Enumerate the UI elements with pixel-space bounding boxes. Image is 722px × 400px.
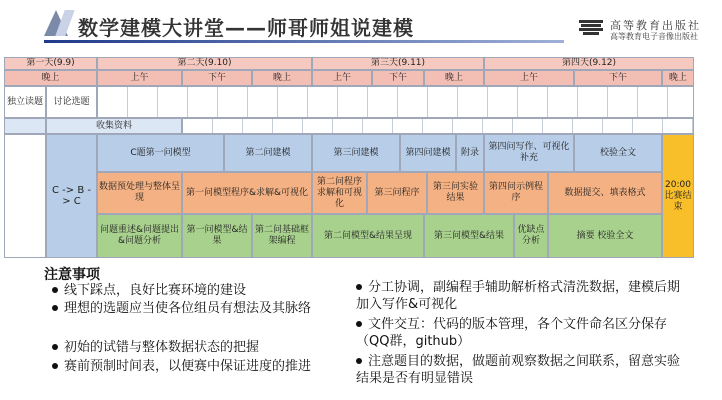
period-d3-ev: 晚上	[424, 70, 484, 86]
task-model2: 第二问建模	[224, 134, 312, 172]
period-d2-am: 上午	[97, 70, 182, 86]
empty-cell	[4, 118, 46, 134]
day-header-3: 第三天(9.11)	[312, 57, 484, 70]
task-m3-prog: 第三问程序	[367, 172, 427, 214]
note-right-1: 分工协调，副编程手辅助解析格式清洗数据，建模后期加入写作&可视化	[356, 280, 681, 312]
note-left-2: 理想的选题应当使各位组员有想法及其脉络	[52, 300, 352, 317]
task-check-full: 校验全文	[574, 134, 662, 172]
task-restate: 问题重述&问题提出&问题分析	[97, 214, 182, 258]
task-model4: 第四问建模	[400, 134, 456, 172]
empty-grid-row-1	[97, 86, 694, 118]
task-m3-exp: 第三问实验结果	[427, 172, 484, 214]
notes-title: 注意事项	[44, 267, 100, 283]
task-appendix: 附录	[456, 134, 484, 172]
task-model3: 第三问建模	[312, 134, 400, 172]
task-pros-cons: 优缺点分析	[514, 214, 548, 258]
period-d4-ev: 晚上	[662, 70, 694, 86]
publisher-name: 高等教育出版社	[610, 19, 701, 32]
publisher-subname: 高等教育电子音像出版社	[610, 32, 698, 41]
task-write4: 第四问写作、可视化补充	[484, 134, 574, 172]
task-collect-data: 收集资料	[46, 118, 182, 134]
note-right-3: 注意题目的数据，做题前观察数据之间联系，留意实验结果是否有明显错误	[356, 354, 681, 386]
note-left-1: 线下踩点，良好比赛环境的建设	[52, 282, 352, 299]
notes-section	[0, 262, 722, 400]
note-left-3: 初始的试错与整体数据状态的把握	[52, 339, 352, 356]
task-m3-result: 第三问模型&结果	[424, 214, 514, 258]
note-left-4: 赛前预制时间表，以便赛中保证进度的推进	[52, 358, 352, 375]
task-m4-example: 第四问示例程序	[484, 172, 548, 214]
bullet-icon	[52, 305, 58, 311]
task-submit: 数据提交、填表格式	[548, 172, 662, 214]
bullet-icon	[356, 358, 362, 364]
problem-order: C -> B -> C	[46, 134, 97, 258]
period-d2-pm: 下午	[182, 70, 252, 86]
bullet-icon	[52, 344, 58, 350]
task-c-model1: C题第一问模型	[97, 134, 224, 172]
competition-end: 20:00比赛结束	[662, 134, 694, 258]
task-abstract: 摘要 校验全文	[548, 214, 662, 258]
note-right-2: 文件交互：代码的版本管理，各个文件命名区分保存（QQ群，github）	[356, 317, 668, 349]
day-header-4: 第四天(9.12)	[484, 57, 694, 70]
period-d3-pm: 下午	[372, 70, 424, 86]
period-d3-am: 上午	[312, 70, 372, 86]
bullet-icon	[356, 321, 362, 327]
task-m2-prog: 第二问程序求解和可视化	[312, 172, 367, 214]
task-m1-solve: 第一问模型程序&求解&可视化	[182, 172, 312, 214]
period-d2-ev: 晚上	[252, 70, 312, 86]
task-self-read: 独立读题	[4, 86, 46, 118]
bullet-icon	[52, 363, 58, 369]
period-d4-pm: 下午	[574, 70, 662, 86]
task-m2-basic: 第二问基础框架编程	[252, 214, 312, 258]
task-discuss-topic: 讨论选题	[46, 86, 97, 118]
empty-grid-row-2	[182, 118, 694, 134]
bullet-icon	[356, 284, 362, 290]
slide-title: 数学建模大讲堂——师哥师姐说建模	[78, 16, 414, 40]
bullet-icon	[52, 287, 58, 293]
task-m2-result: 第二问模型&结果呈现	[312, 214, 424, 258]
day-header-2: 第二天(9.10)	[97, 57, 312, 70]
empty-left-column	[4, 134, 46, 258]
task-m1-result: 第一问模型&结果	[182, 214, 252, 258]
task-preprocess: 数据预处理与整体呈现	[97, 172, 182, 214]
day-header-1: 第一天(9.9)	[4, 57, 97, 70]
period-d4-am: 上午	[484, 70, 574, 86]
period-d1-evening: 晚上	[4, 70, 97, 86]
